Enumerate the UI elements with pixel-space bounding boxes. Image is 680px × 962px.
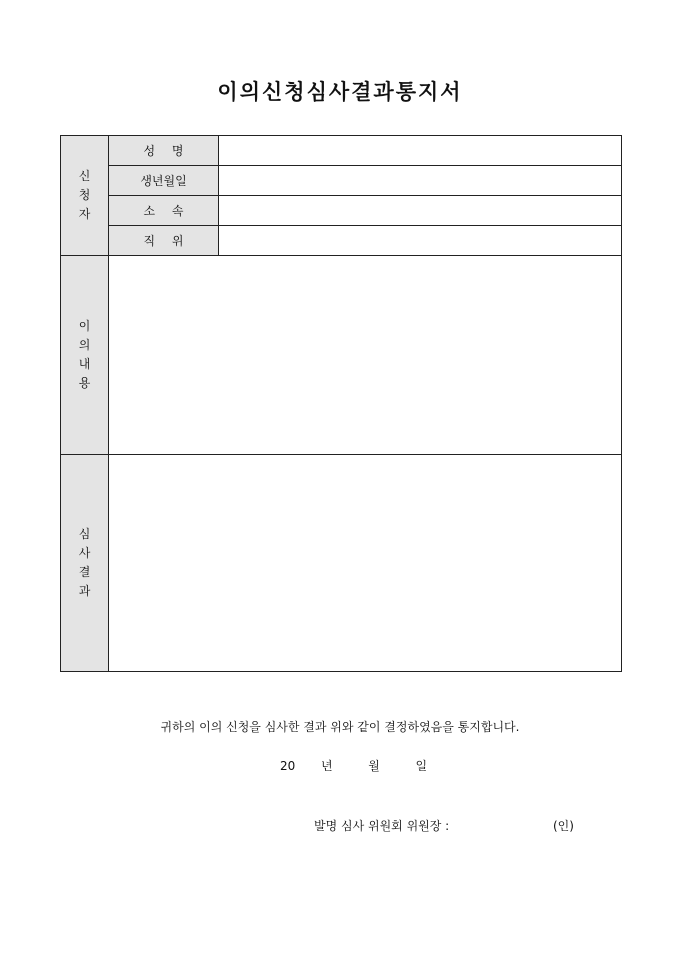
applicant-row-birthdate	[61, 166, 622, 196]
affiliation-field-label	[109, 196, 219, 226]
notice-statement: 귀하의 이의 신청을 심사한 결과 위와 같이 결정하였음을 통지합니다.	[160, 720, 520, 734]
position-field-label	[109, 226, 219, 256]
date-year-unit: 년	[320, 759, 333, 773]
position-label-part: 위	[171, 234, 184, 248]
position-field-value[interactable]	[219, 226, 622, 256]
objection-label-char: 용	[78, 376, 91, 390]
affiliation-label-part: 소	[143, 204, 156, 218]
applicant-label-char: 자	[78, 207, 91, 221]
date-year-prefix: 20	[280, 759, 296, 773]
birthdate-label-text: 생년월일	[140, 174, 187, 188]
applicant-label-char: 신	[78, 169, 91, 183]
stamp-placeholder: (인)	[553, 819, 574, 833]
result-label-char: 결	[78, 565, 91, 579]
date-line	[280, 757, 427, 774]
name-field-value[interactable]	[219, 136, 622, 166]
applicant-section-label	[61, 136, 109, 256]
objection-section-label	[61, 256, 109, 455]
document-title: 이의신청심사결과통지서	[217, 79, 463, 104]
objection-label-char: 이	[78, 319, 91, 333]
result-row	[61, 455, 622, 672]
affiliation-label-part: 속	[171, 204, 184, 218]
result-label-char: 과	[78, 584, 91, 598]
objection-label-char: 의	[78, 338, 91, 352]
signature-label: 발명 심사 위원회 위원장 :	[314, 819, 450, 833]
objection-label-char: 내	[78, 357, 91, 371]
applicant-label-char: 청	[78, 188, 91, 202]
applicant-row-name	[61, 136, 622, 166]
objection-row	[61, 256, 622, 455]
name-label-part: 명	[171, 144, 184, 158]
date-day-unit: 일	[415, 759, 428, 773]
birthdate-field-value[interactable]	[219, 166, 622, 196]
applicant-row-position	[61, 226, 622, 256]
notice-form-table	[60, 135, 622, 672]
date-month-unit: 월	[368, 759, 380, 773]
result-content-area[interactable]	[109, 455, 622, 672]
affiliation-field-value[interactable]	[219, 196, 622, 226]
position-label-part: 직	[143, 234, 156, 248]
result-section-label	[61, 455, 109, 672]
name-label-part: 성	[143, 144, 156, 158]
result-label-char: 사	[78, 546, 91, 560]
birthdate-field-label	[109, 166, 219, 196]
name-field-label	[109, 136, 219, 166]
result-label-char: 심	[78, 527, 91, 541]
applicant-row-affiliation	[61, 196, 622, 226]
objection-content-area[interactable]	[109, 256, 622, 455]
